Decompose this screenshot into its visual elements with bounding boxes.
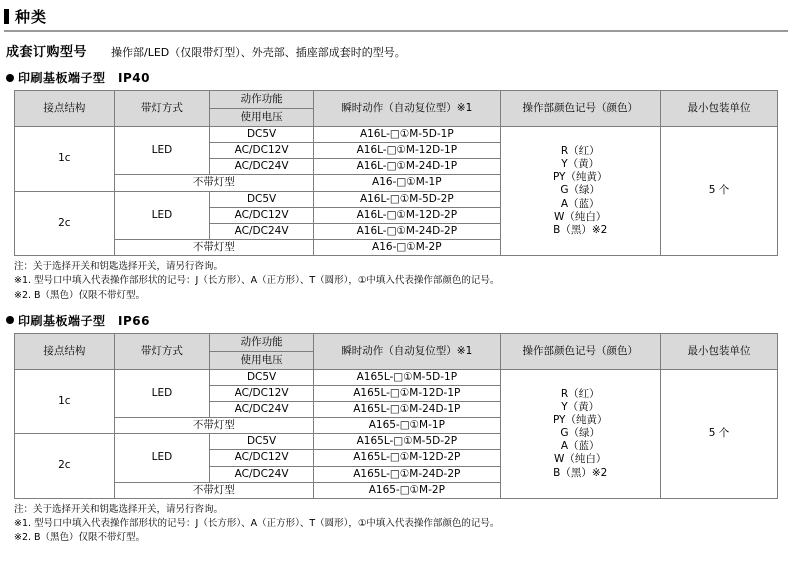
- block-heading-ip40: [6, 69, 792, 86]
- header-contact: 接点结构: [15, 91, 115, 127]
- cell-model: A165L-□①M-5D-1P: [314, 369, 500, 385]
- cell-voltage: AC/DC12V: [210, 450, 314, 466]
- color-item: Y（黄）: [561, 158, 600, 171]
- section-marker-icon: [4, 9, 9, 24]
- table-header-row: [15, 333, 778, 351]
- cell-model: A165L-□①M-24D-2P: [314, 466, 500, 482]
- note-line: 注：关于选择开关和钥匙选择开关，请另行咨询。: [14, 503, 224, 515]
- cell-lamp: LED: [114, 434, 209, 482]
- cell-contact: 2c: [15, 434, 115, 499]
- header-function: 动作功能: [210, 333, 314, 351]
- subtitle-row: [6, 41, 792, 60]
- table-row: [15, 127, 778, 143]
- cell-nolamp-label: 不带灯型: [114, 418, 313, 434]
- note-line: ※2. B（黑色）仅限不带灯型。: [14, 289, 146, 301]
- color-item: G（绿）: [560, 184, 601, 197]
- cell-voltage: DC5V: [210, 369, 314, 385]
- cell-nolamp-label: 不带灯型: [114, 175, 313, 191]
- header-color: 操作部颜色记号（颜色）: [500, 91, 660, 127]
- header-lamp: 带灯方式: [114, 91, 209, 127]
- section-title: 种类: [15, 8, 48, 26]
- spec-table-ip40: [14, 90, 778, 256]
- note-line: 注：关于选择开关和钥匙选择开关，请另行咨询。: [14, 261, 224, 272]
- cell-voltage: DC5V: [210, 127, 314, 143]
- cell-contact: 2c: [15, 191, 115, 256]
- color-item: Y（黄）: [561, 400, 600, 413]
- cell-voltage: AC/DC24V: [210, 223, 314, 239]
- cell-model: A165L-□①M-24D-1P: [314, 402, 500, 418]
- header-pack: 最小包装单位: [660, 91, 777, 127]
- header-lamp: 带灯方式: [114, 333, 209, 369]
- color-item: A（蓝）: [560, 440, 600, 453]
- cell-model: A16L-□①M-24D-1P: [314, 159, 500, 175]
- cell-lamp: LED: [114, 191, 209, 239]
- spec-table-ip66: [14, 333, 778, 499]
- header-voltage: 使用电压: [210, 109, 314, 127]
- bullet-dot-icon: [6, 74, 14, 82]
- header-pack: 最小包装单位: [660, 333, 777, 369]
- table-row: [15, 369, 778, 385]
- cell-voltage: DC5V: [210, 191, 314, 207]
- cell-model: A16L-□①M-5D-1P: [314, 127, 500, 143]
- section-header: [4, 6, 788, 32]
- cell-contact: 1c: [15, 127, 115, 192]
- subtitle-title: 成套订购型号: [6, 45, 88, 60]
- cell-contact: 1c: [15, 369, 115, 434]
- cell-model: A16L-□①M-5D-2P: [314, 191, 500, 207]
- cell-voltage: AC/DC12V: [210, 143, 314, 159]
- cell-model: A165L-□①M-12D-2P: [314, 450, 500, 466]
- cell-pack: 5 个: [660, 127, 777, 256]
- cell-model: A16-□①M-2P: [314, 239, 500, 255]
- notes-ip40: [14, 260, 792, 303]
- bullet-dot-icon: [6, 316, 14, 324]
- header-voltage: 使用电压: [210, 351, 314, 369]
- color-item: W（纯白）: [554, 453, 607, 466]
- cell-model: A165L-□①M-12D-1P: [314, 385, 500, 401]
- note-line: ※1. 型号口中填入代表操作部形状的记号：J（长方形）、A（正方形）、T（圆形），①中填入代表操作部颜色的记号。: [14, 518, 500, 529]
- header-contact: 接点结构: [15, 333, 115, 369]
- note-line: ※1. 型号口中填入代表操作部形状的记号：J（长方形）、A（正方形）、T（圆形），①中填入代表操作部颜色的记号。: [14, 275, 500, 287]
- cell-voltage: AC/DC24V: [210, 402, 314, 418]
- color-item: G（绿）: [560, 427, 601, 440]
- cell-model: A165-□①M-1P: [314, 418, 500, 434]
- cell-nolamp-label: 不带灯型: [114, 482, 313, 498]
- color-item: B（黑）※2: [553, 466, 608, 479]
- header-action: 瞬时动作（自动复位型）※1: [314, 333, 500, 369]
- subtitle-description: 操作部/LED（仅限带灯型）、外壳部、插座部成套时的型号。: [111, 46, 406, 59]
- color-item: W（纯白）: [554, 210, 607, 223]
- block-heading-ip66: [6, 312, 792, 329]
- cell-pack: 5 个: [660, 369, 777, 498]
- cell-voltage: AC/DC24V: [210, 466, 314, 482]
- color-item: PY（纯黄）: [552, 414, 608, 427]
- cell-model: A165-□①M-2P: [314, 482, 500, 498]
- cell-model: A16L-□①M-12D-2P: [314, 207, 500, 223]
- cell-voltage: AC/DC24V: [210, 159, 314, 175]
- color-item: PY（纯黄）: [552, 171, 608, 184]
- table-header-row: [15, 91, 778, 109]
- header-color: 操作部颜色记号（颜色）: [500, 333, 660, 369]
- cell-model: A16-□①M-1P: [314, 175, 500, 191]
- notes-ip66: [14, 503, 792, 546]
- cell-voltage: AC/DC12V: [210, 385, 314, 401]
- cell-lamp: LED: [114, 127, 209, 175]
- color-item: B（黑）※2: [553, 223, 608, 236]
- cell-lamp: LED: [114, 369, 209, 417]
- cell-model: A16L-□①M-24D-2P: [314, 223, 500, 239]
- color-item: R（红）: [560, 145, 600, 158]
- header-function: 动作功能: [210, 91, 314, 109]
- color-item: A（蓝）: [560, 197, 600, 210]
- color-item: R（红）: [560, 387, 600, 400]
- cell-voltage: DC5V: [210, 434, 314, 450]
- header-action: 瞬时动作（自动复位型）※1: [314, 91, 500, 127]
- cell-voltage: AC/DC12V: [210, 207, 314, 223]
- block-heading-text: 印刷基板端子型 IP40: [18, 71, 150, 85]
- document-page: [0, 6, 792, 562]
- cell-model: A165L-□①M-5D-2P: [314, 434, 500, 450]
- cell-colors: [500, 369, 660, 498]
- block-heading-text: 印刷基板端子型 IP66: [18, 313, 150, 328]
- cell-colors: [500, 127, 660, 256]
- cell-model: A16L-□①M-12D-1P: [314, 143, 500, 159]
- note-line: ※2. B（黑色）仅限不带灯型。: [14, 532, 146, 544]
- cell-nolamp-label: 不带灯型: [114, 239, 313, 255]
